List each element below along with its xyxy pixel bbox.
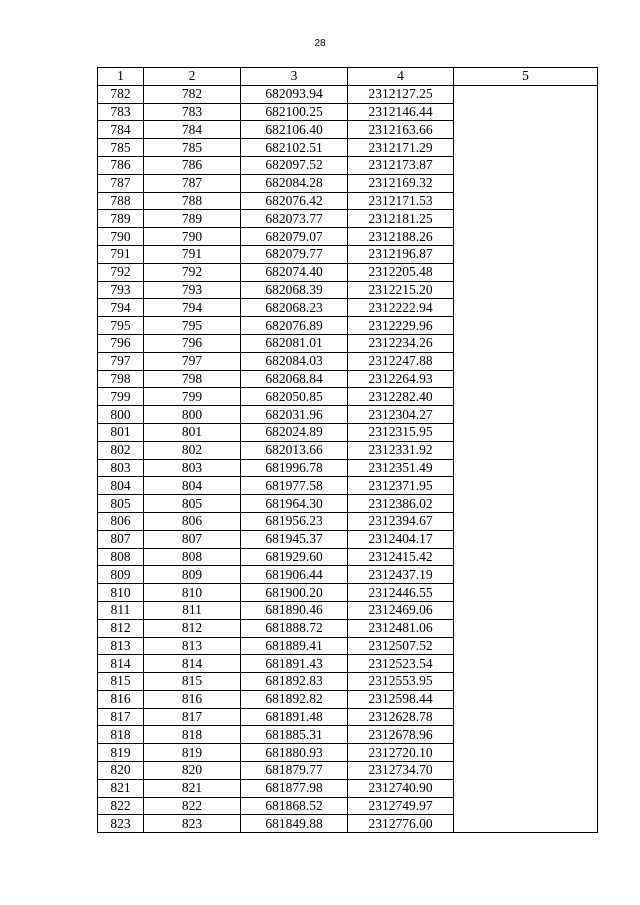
table-cell-col3: 681892.82 [241,690,348,708]
table-cell-col4: 2312282.40 [348,388,454,406]
table-cell-col1: 790 [98,228,144,246]
table-cell-col4: 2312188.26 [348,228,454,246]
table-cell-col2: 793 [144,281,241,299]
table-cell-col2: 803 [144,459,241,477]
table-cell-col2: 791 [144,245,241,263]
table-cell-col4: 2312386.02 [348,495,454,513]
table-cell-col3: 681891.48 [241,708,348,726]
table-cell-col2: 801 [144,423,241,441]
table-cell-col2: 816 [144,690,241,708]
table-cell-col3: 682024.89 [241,423,348,441]
table-cell-col4: 2312404.17 [348,530,454,548]
table-cell-col3: 682106.40 [241,121,348,139]
table-cell-col3: 681977.58 [241,477,348,495]
table-cell-col3: 681889.41 [241,637,348,655]
table-cell-col4: 2312127.25 [348,85,454,103]
table-cell-col2: 786 [144,156,241,174]
table-cell-col3: 681877.98 [241,779,348,797]
table-cell-col1: 803 [98,459,144,477]
table-cell-col4: 2312173.87 [348,156,454,174]
table-cell-col2: 783 [144,103,241,121]
table-cell-col2: 792 [144,263,241,281]
table-cell-col4: 2312222.94 [348,299,454,317]
table-cell-col4: 2312247.88 [348,352,454,370]
table-cell-col1: 804 [98,477,144,495]
table-cell-col4: 2312469.06 [348,601,454,619]
table-cell-col2: 797 [144,352,241,370]
table-cell-col3: 681929.60 [241,548,348,566]
table-cell-col3: 682031.96 [241,406,348,424]
table-cell-col3: 681964.30 [241,495,348,513]
table-cell-col3: 682050.85 [241,388,348,406]
table-cell-col2: 817 [144,708,241,726]
table-cell-col3: 681945.37 [241,530,348,548]
table-row [98,85,598,103]
table-cell-col1: 796 [98,334,144,352]
table-cell-col1: 805 [98,495,144,513]
table-cell-col4: 2312171.53 [348,192,454,210]
table-cell-col1: 786 [98,156,144,174]
table-cell-col4: 2312437.19 [348,566,454,584]
table-cell-col2: 814 [144,655,241,673]
table-cell-col3: 681880.93 [241,744,348,762]
table-cell-col4: 2312215.20 [348,281,454,299]
table-cell-col3: 682073.77 [241,210,348,228]
table-cell-col1: 807 [98,530,144,548]
table-cell-col3: 681885.31 [241,726,348,744]
table-cell-col4: 2312415.42 [348,548,454,566]
table-cell-col1: 795 [98,317,144,335]
table-cell-col4: 2312394.67 [348,512,454,530]
table-cell-col1: 821 [98,779,144,797]
table-cell-col1: 787 [98,174,144,192]
table-cell-col4: 2312598.44 [348,690,454,708]
table-cell-col2: 787 [144,174,241,192]
table-cell-col3: 682081.01 [241,334,348,352]
table-cell-col3: 681956.23 [241,512,348,530]
table-cell-col4: 2312749.97 [348,797,454,815]
table-cell-col4: 2312776.00 [348,815,454,833]
table-cell-col3: 681891.43 [241,655,348,673]
table-cell-col3: 682084.28 [241,174,348,192]
table-cell-col3: 682076.89 [241,317,348,335]
table-cell-col3: 681900.20 [241,584,348,602]
table-cell-col2: 812 [144,619,241,637]
table-cell-col2: 807 [144,530,241,548]
table-cell-col1: 817 [98,708,144,726]
table-cell-col1: 813 [98,637,144,655]
table-cell-col1: 783 [98,103,144,121]
table-cell-col1: 810 [98,584,144,602]
table-cell-col2: 796 [144,334,241,352]
table-cell-col2: 794 [144,299,241,317]
table-cell-col3: 681906.44 [241,566,348,584]
table-cell-col3: 682102.51 [241,139,348,157]
table-cell-col4: 2312371.95 [348,477,454,495]
table-cell-col4: 2312181.25 [348,210,454,228]
table-cell-col1: 806 [98,512,144,530]
table-cell-col2: 808 [144,548,241,566]
table-cell-col3: 682093.94 [241,85,348,103]
table-cell-col3: 681849.88 [241,815,348,833]
table-cell-col4: 2312171.29 [348,139,454,157]
table-cell-col1: 785 [98,139,144,157]
table-cell-col3: 682097.52 [241,156,348,174]
table-cell-col3: 682084.03 [241,352,348,370]
table-cell-col1: 789 [98,210,144,228]
column-header-3: 3 [241,68,348,86]
table-cell-col4: 2312740.90 [348,779,454,797]
table-cell-col1: 814 [98,655,144,673]
table-cell-col1: 784 [98,121,144,139]
table-cell-col3: 682074.40 [241,263,348,281]
table-cell-col1: 799 [98,388,144,406]
table-cell-col2: 784 [144,121,241,139]
table-cell-col1: 822 [98,797,144,815]
table-cell-col1: 801 [98,423,144,441]
table-cell-col2: 809 [144,566,241,584]
table-cell-col1: 791 [98,245,144,263]
table-cell-col4: 2312169.32 [348,174,454,192]
table-cell-col5-merged [454,85,598,832]
table-cell-col4: 2312678.96 [348,726,454,744]
table-cell-col3: 682076.42 [241,192,348,210]
table-cell-col3: 682068.39 [241,281,348,299]
table-cell-col2: 822 [144,797,241,815]
table-cell-col4: 2312229.96 [348,317,454,335]
table-body [98,85,598,832]
table-cell-col4: 2312351.49 [348,459,454,477]
table-cell-col1: 820 [98,762,144,780]
column-header-1: 1 [98,68,144,86]
table-cell-col2: 800 [144,406,241,424]
table-cell-col2: 785 [144,139,241,157]
table-cell-col4: 2312234.26 [348,334,454,352]
table-cell-col4: 2312331.92 [348,441,454,459]
table-cell-col4: 2312205.48 [348,263,454,281]
table-cell-col2: 821 [144,779,241,797]
table-cell-col1: 809 [98,566,144,584]
table-cell-col1: 823 [98,815,144,833]
table-cell-col1: 802 [98,441,144,459]
table-cell-col2: 789 [144,210,241,228]
table-cell-col4: 2312196.87 [348,245,454,263]
table-cell-col1: 792 [98,263,144,281]
table-cell-col4: 2312146.44 [348,103,454,121]
table-cell-col1: 815 [98,673,144,691]
table-cell-col1: 811 [98,601,144,619]
table-header-row [98,68,598,86]
table-cell-col2: 815 [144,673,241,691]
table-cell-col1: 800 [98,406,144,424]
table-cell-col2: 795 [144,317,241,335]
table-cell-col3: 682079.07 [241,228,348,246]
table-cell-col2: 799 [144,388,241,406]
table-cell-col3: 682013.66 [241,441,348,459]
table-cell-col4: 2312507.52 [348,637,454,655]
column-header-2: 2 [144,68,241,86]
table-cell-col1: 818 [98,726,144,744]
table-cell-col3: 682100.25 [241,103,348,121]
column-header-5: 5 [454,68,598,86]
table-cell-col3: 681996.78 [241,459,348,477]
table-cell-col1: 788 [98,192,144,210]
table-cell-col3: 681888.72 [241,619,348,637]
table-cell-col4: 2312481.06 [348,619,454,637]
table-cell-col4: 2312720.10 [348,744,454,762]
table-cell-col2: 819 [144,744,241,762]
table-cell-col4: 2312553.95 [348,673,454,691]
table-cell-col1: 798 [98,370,144,388]
table-cell-col2: 823 [144,815,241,833]
table-cell-col2: 804 [144,477,241,495]
table-cell-col1: 794 [98,299,144,317]
table-cell-col2: 810 [144,584,241,602]
table-cell-col4: 2312304.27 [348,406,454,424]
table-cell-col3: 682068.84 [241,370,348,388]
table-cell-col2: 782 [144,85,241,103]
table-cell-col2: 820 [144,762,241,780]
table-cell-col1: 797 [98,352,144,370]
table-cell-col3: 681890.46 [241,601,348,619]
table-cell-col3: 681868.52 [241,797,348,815]
table-cell-col1: 782 [98,85,144,103]
table-cell-col1: 793 [98,281,144,299]
table-cell-col1: 808 [98,548,144,566]
coordinates-table [97,67,598,833]
table-cell-col3: 682079.77 [241,245,348,263]
table-cell-col4: 2312523.54 [348,655,454,673]
table-cell-col1: 816 [98,690,144,708]
table-cell-col2: 806 [144,512,241,530]
column-header-4: 4 [348,68,454,86]
table-cell-col2: 805 [144,495,241,513]
table-cell-col2: 798 [144,370,241,388]
page-number: 28 [314,38,326,49]
table-cell-col2: 802 [144,441,241,459]
table-cell-col4: 2312734.70 [348,762,454,780]
table-cell-col4: 2312264.93 [348,370,454,388]
table-cell-col2: 811 [144,601,241,619]
table-cell-col4: 2312446.55 [348,584,454,602]
table-cell-col1: 819 [98,744,144,762]
table-cell-col3: 682068.23 [241,299,348,317]
table-cell-col3: 681892.83 [241,673,348,691]
table-cell-col2: 788 [144,192,241,210]
table-cell-col2: 790 [144,228,241,246]
table-cell-col4: 2312628.78 [348,708,454,726]
table-cell-col2: 818 [144,726,241,744]
table-cell-col1: 812 [98,619,144,637]
table-cell-col4: 2312163.66 [348,121,454,139]
table-cell-col3: 681879.77 [241,762,348,780]
table-cell-col2: 813 [144,637,241,655]
table-cell-col4: 2312315.95 [348,423,454,441]
